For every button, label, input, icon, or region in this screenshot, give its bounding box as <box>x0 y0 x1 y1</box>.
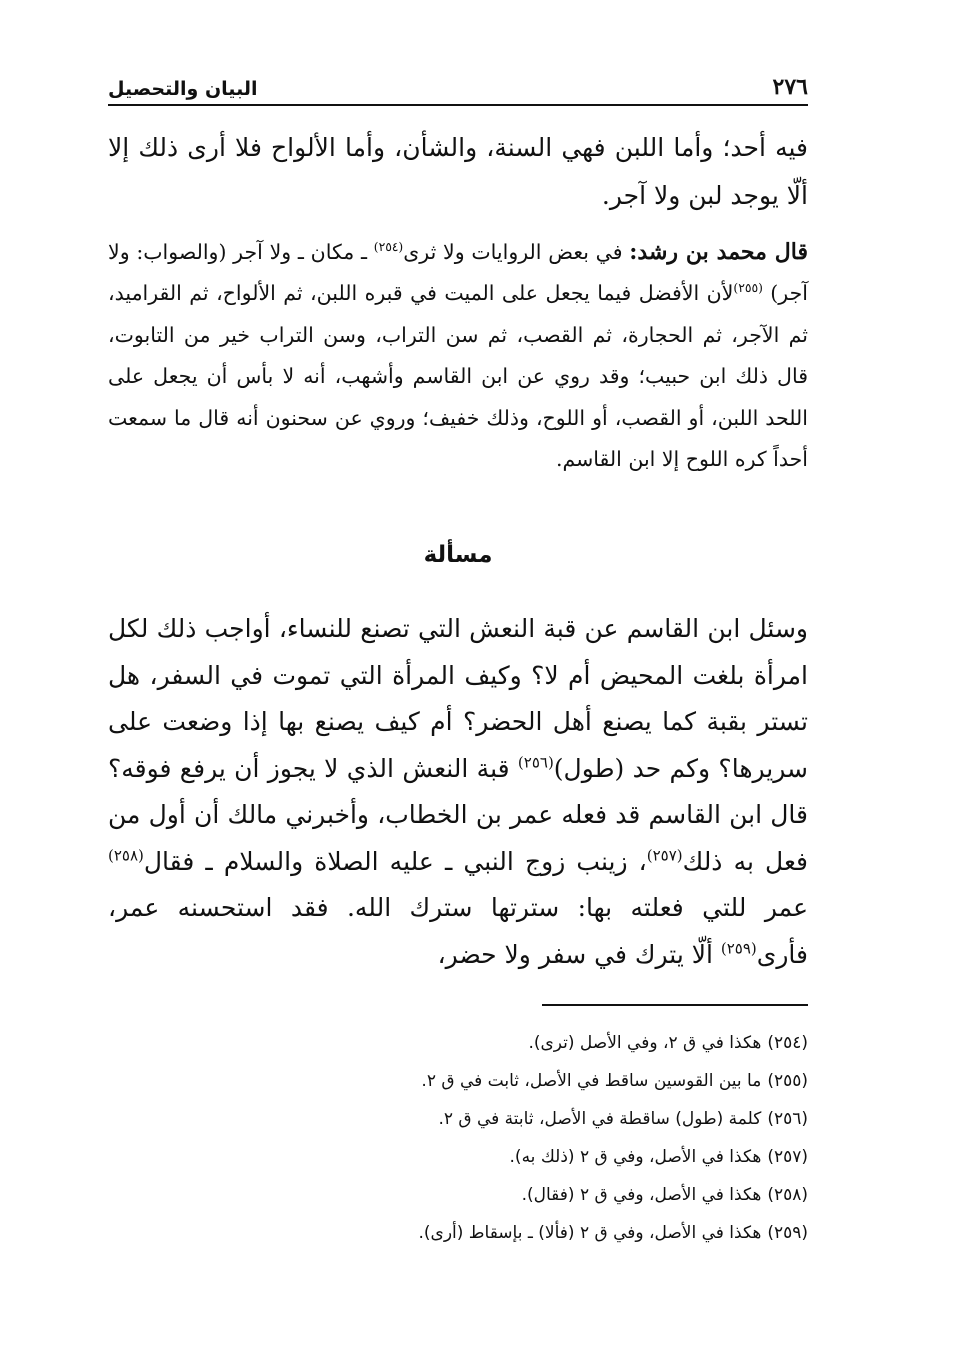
footnote-ref-259[interactable]: (٢٥٩) <box>720 939 757 958</box>
footnote-number: (٢٥٨) <box>767 1185 808 1205</box>
commentary-part-a: في بعض الروايات ولا ثرى <box>403 240 630 264</box>
footnote-item <box>108 1100 808 1138</box>
footnote-number: (٢٥٦) <box>767 1109 808 1129</box>
footnote-text: كلمة (طول) ساقطة في الأصل، ثابتة في ق ٢. <box>438 1109 762 1129</box>
commentary-part-b: ـ مكان ـ ولا آجر (والصواب: ولا آجر) <box>108 240 808 306</box>
commentary-part-c: لأن الأفضل فيما يجعل على الميت في قبره اللبن، ثم الألواح، ثم القراميد، ثم الآجر، ثم الحجارة، ثم القصب، ثم سن التراب، وسن التراب خير من التابوت، قال ذلك ابن حبيب؛ وقد روي عن ابن القاسم وأشهب، أنه لا بأس أن يجعل على اللحد اللبن، أو القصب، أو اللوح، وذلك خفيف؛ وروي عن سحنون أنه قال ما سمعت أحداً كره اللوح إلا ابن القاسم. <box>108 281 808 472</box>
footnote-item <box>108 1138 808 1176</box>
footnote-number: (٢٥٧) <box>767 1147 808 1167</box>
question-text <box>108 606 808 978</box>
footnote-item <box>108 1024 808 1062</box>
footnote-text: هكذا في ق ٢، وفي الأصل (ترى). <box>528 1033 762 1053</box>
footnote-number: (٢٥٩) <box>767 1223 808 1243</box>
footnote-ref-258[interactable]: (٢٥٨) <box>108 846 144 865</box>
opening-text: فيه أحد؛ وأما اللبن فهي السنة، والشأن، وأما الألواح فلا أرى ذلك إلا ألّا يوجد لبن ولا آجر. <box>108 133 808 210</box>
question-paragraph <box>108 606 808 978</box>
section-heading: مسألة <box>423 542 493 568</box>
footnote-text: هكذا في الأصل، وفي ق ٢ (فألا) ـ بإسقاط (أرى). <box>418 1223 762 1243</box>
footnote-number: (٢٥٥) <box>767 1071 808 1091</box>
page-number: ٢٧٦ <box>772 74 808 100</box>
footnote-ref-254[interactable]: (٢٥٤) <box>373 240 404 255</box>
footnote-item <box>108 1062 808 1100</box>
footnote-ref-257[interactable]: (٢٥٧) <box>646 846 683 865</box>
question-part-a: وسئل ابن القاسم عن قبة النعش التي تصنع للنساء، أواجب ذلك لكل امرأة بلغت المحيض أم لا؟ وكيف المرأة التي تموت في السفر، هل تستر بقبة كما يصنع أهل الحضر؟ أم كيف يصنع بها إذا وضعت على سريرها؟ وكم حد (طول) <box>108 614 808 783</box>
commentary-heading: قال محمد بن رشد: <box>629 239 809 265</box>
footnote-item <box>108 1176 808 1214</box>
footnote-ref-255[interactable]: (٢٥٥) <box>733 281 763 296</box>
footnotes-list <box>108 1024 808 1252</box>
footnote-ref-256[interactable]: (٢٥٦) <box>517 753 554 772</box>
opening-paragraph <box>108 124 808 220</box>
footnote-divider <box>542 1004 808 1006</box>
running-title: البيان والتحصيل <box>108 78 258 100</box>
footnote-text: ما بين القوسين ساقط في الأصل، ثابت في ق ٢. <box>421 1071 762 1091</box>
question-part-b: قبة النعش الذي لا يجوز أن يرفع فوقه؟ قال ابن القاسم قد فعله عمر بن الخطاب، وأخبرني مالك أن أول من فعل به ذلك <box>108 753 808 876</box>
footnote-text: هكذا في الأصل، وفي ق ٢ (فقال). <box>521 1185 762 1205</box>
footnote-item <box>108 1214 808 1252</box>
question-part-d: عمر للتي فعلته بها: سترتها سترك الله. فقد استحسنه عمر، فأرى <box>108 893 808 969</box>
footnote-text: هكذا في الأصل، وفي ق ٢ (ذلك به). <box>509 1147 762 1167</box>
footnote-number: (٢٥٤) <box>767 1033 808 1053</box>
commentary-paragraph <box>108 232 808 480</box>
page-header <box>108 66 808 106</box>
question-part-e: ألّا يترك في سفر ولا حضر، <box>437 939 721 969</box>
question-part-c: ، زينب زوج النبي ـ عليه الصلاة والسلام ـ فقال <box>143 846 647 876</box>
commentary-text <box>108 232 808 480</box>
